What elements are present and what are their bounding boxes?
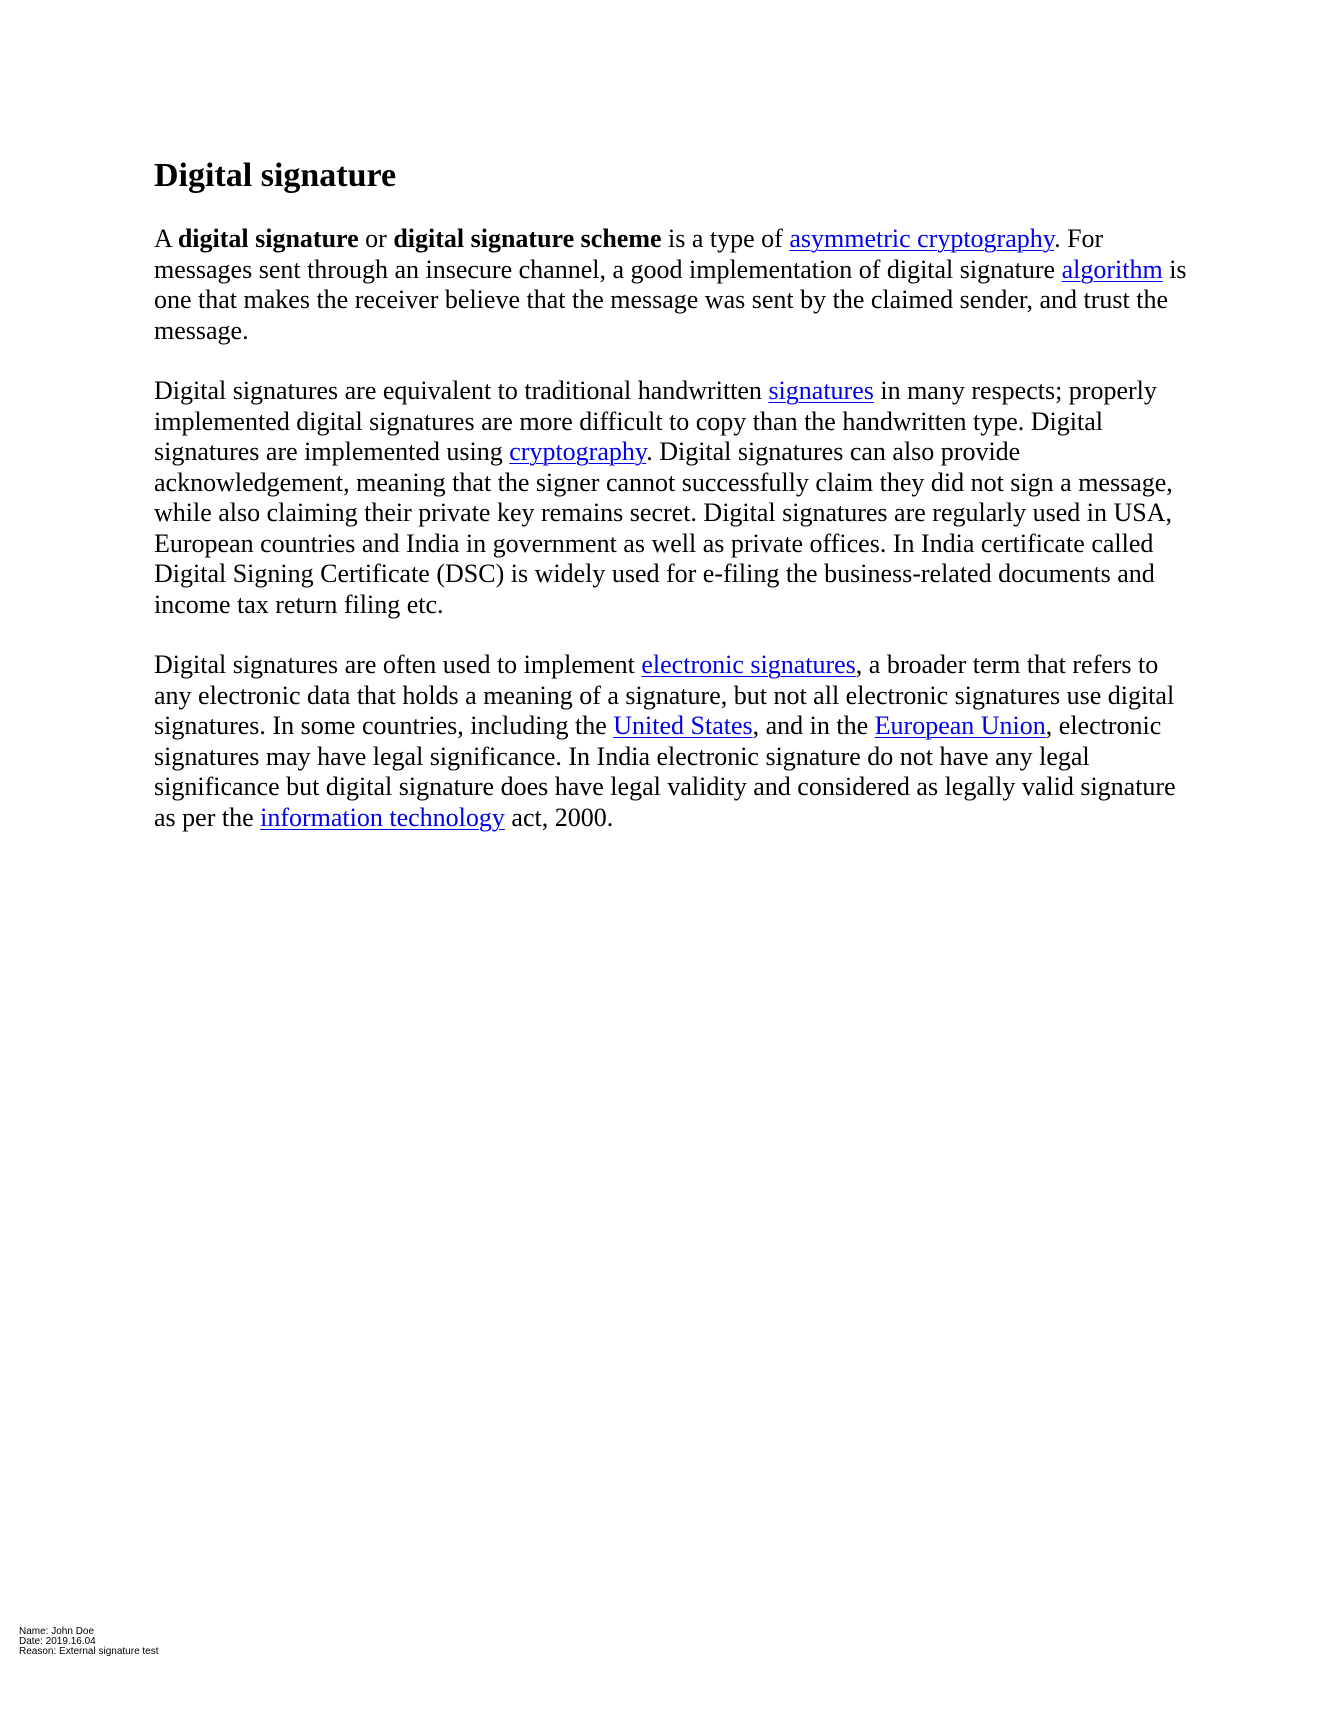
signature-date: Date: 2019.16.04 [19,1636,96,1647]
text-run: or [358,224,394,253]
signature-name: Name: John Doe [19,1626,95,1637]
article-body [154,154,1199,833]
text-run: act, 2000. [504,802,614,832]
paragraph-3 [154,650,1199,833]
page-title: Digital signature [154,157,397,194]
text-run: is a type of [661,224,790,253]
text-run: . For messages sent through an insecure channel, a good implementation of digital signature [154,224,1104,284]
link-electronic-signatures[interactable]: electronic signatures [641,650,856,679]
text-run: , electronic signatures may have legal significance. In India electronic signature do not have any legal significance but digital signature does have legal validity and considered as legally valid signature as per the [154,711,1176,832]
text-run: , a broader term that refers to any electronic data that holds a meaning of a signature, but not all electronic signatures use digital signatures. In some countries, including the [154,650,1175,740]
text-run: , and in the [752,711,875,740]
link-european-union[interactable]: European Union [874,711,1046,740]
text-run: is one that makes the receiver believe that the message was sent by the claimed sender, and trust the message. [154,254,1187,345]
signature-stamp [19,1627,159,1657]
signature-reason: Reason: External signature test [19,1646,159,1657]
bold-term: digital signature [177,224,359,253]
text-run: Digital signatures are equivalent to traditional handwritten [154,376,769,405]
link-asymmetric-cryptography[interactable]: asymmetric cryptography [789,224,1055,253]
paragraph-1 [154,224,1199,346]
text-run: A [154,224,178,253]
link-united-states[interactable]: United States [613,711,753,740]
bold-term: digital signature scheme [393,224,662,253]
text-run: Digital signatures are often used to implement [154,650,642,679]
link-information-technology[interactable]: information technology [260,802,505,832]
text-run: in many respects; properly implemented digital signatures are more difficult to copy than the handwritten type. Digital signatures are implemented using [154,376,1157,466]
paragraph-2 [154,376,1199,620]
link-cryptography[interactable]: cryptography [509,437,647,466]
link-signatures[interactable]: signatures [768,376,874,405]
text-run: . Digital signatures can also provide acknowledgement, meaning that the signer cannot successfully claim they did not sign a message, while also claiming their private key remains secret. Digital signatures are regularly used in USA, European countries and India in government as well as private offices. In India certificate called Digital Signing Certificate (DSC) is widely used for e-filing the business-related documents and income tax return filing etc. [154,437,1173,619]
link-algorithm[interactable]: algorithm [1061,254,1163,284]
